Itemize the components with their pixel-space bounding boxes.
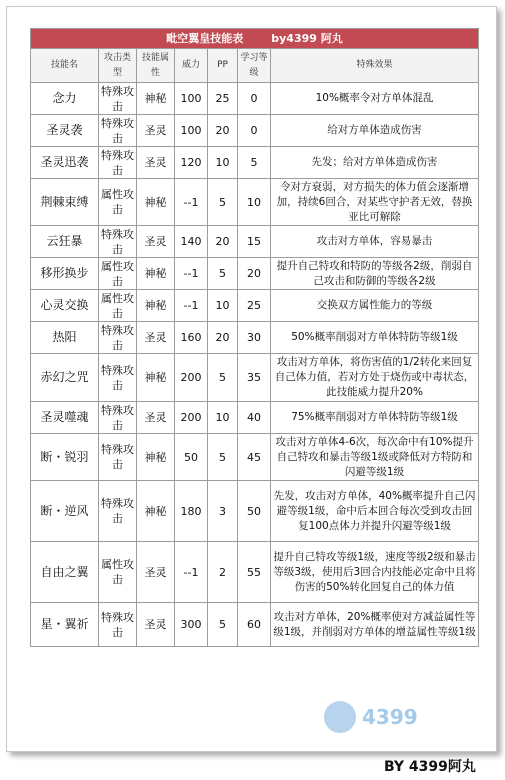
learn-level-cell: 50 [238, 481, 271, 542]
skill-name-cell: 赤幻之咒 [31, 354, 99, 402]
table-row [31, 354, 479, 402]
skill-attr-cell: 圣灵 [137, 115, 175, 147]
attack-type-cell: 特殊攻击 [99, 603, 137, 647]
table-row [31, 603, 479, 647]
skill-attr-cell: 圣灵 [137, 322, 175, 354]
effect-cell: 提升自己特攻等级1级，速度等级2级和暴击等级3级，使用后3回合内技能必定命中且将伤害的50%转化回复自己的体力值 [271, 542, 479, 603]
skill-name-cell: 念力 [31, 83, 99, 115]
pp-cell: 5 [208, 179, 238, 226]
skill-name-cell: 断・逆风 [31, 481, 99, 542]
table-title: 毗空翼皇技能表 [166, 32, 244, 45]
learn-level-cell: 10 [238, 179, 271, 226]
learn-level-cell: 55 [238, 542, 271, 603]
effect-cell: 令对方衰弱，对方损失的体力值会逐渐增加，持续6回合，对某些守护者无效，替换亚比可解除 [271, 179, 479, 226]
learn-level-cell: 40 [238, 402, 271, 434]
table-row [31, 322, 479, 354]
effect-cell: 攻击对方单体，将伤害值的1/2转化来回复自己体力值，若对方处于烧伤或中毒状态，此技能威力提升20% [271, 354, 479, 402]
skill-name-cell: 移形换步 [31, 258, 99, 290]
table-row [31, 481, 479, 542]
skill-name-cell: 星・翼祈 [31, 603, 99, 647]
effect-cell: 攻击对方单体，容易暴击 [271, 226, 479, 258]
skill-attr-cell: 圣灵 [137, 147, 175, 179]
pp-cell: 20 [208, 226, 238, 258]
table-row [31, 290, 479, 322]
power-cell: 180 [175, 481, 208, 542]
learn-level-cell: 60 [238, 603, 271, 647]
pp-cell: 10 [208, 290, 238, 322]
attack-type-cell: 属性攻击 [99, 290, 137, 322]
effect-cell: 攻击对方单体，20%概率使对方减益属性等级1级，并削弱对方单体的增益属性等级1级 [271, 603, 479, 647]
skill-attr-cell: 圣灵 [137, 226, 175, 258]
pp-cell: 20 [208, 115, 238, 147]
power-cell: --1 [175, 258, 208, 290]
table-row [31, 542, 479, 603]
effect-cell: 50%概率削弱对方单体特防等级1级 [271, 322, 479, 354]
skill-name-cell: 断・锐羽 [31, 434, 99, 481]
skill-name-cell: 心灵交换 [31, 290, 99, 322]
attack-type-cell: 属性攻击 [99, 179, 137, 226]
effect-cell: 先发，攻击对方单体，40%概率提升自己闪避等级1级，命中后本回合每次受到攻击回复100点体力并提升闪避等级1级 [271, 481, 479, 542]
pp-cell: 3 [208, 481, 238, 542]
skill-attr-cell: 神秘 [137, 434, 175, 481]
attack-type-cell: 特殊攻击 [99, 83, 137, 115]
skill-name-cell: 荆棘束缚 [31, 179, 99, 226]
skill-attr-cell: 神秘 [137, 481, 175, 542]
table-row [31, 83, 479, 115]
skill-attr-cell: 圣灵 [137, 603, 175, 647]
table-row [31, 434, 479, 481]
skill-attr-cell: 圣灵 [137, 542, 175, 603]
skill-attr-cell: 神秘 [137, 290, 175, 322]
learn-level-cell: 30 [238, 322, 271, 354]
skill-table [30, 28, 479, 647]
pp-cell: 2 [208, 542, 238, 603]
pp-cell: 10 [208, 402, 238, 434]
power-cell: 140 [175, 226, 208, 258]
table-row [31, 402, 479, 434]
attack-type-cell: 特殊攻击 [99, 115, 137, 147]
table-row [31, 226, 479, 258]
power-cell: 200 [175, 402, 208, 434]
power-cell: 100 [175, 115, 208, 147]
effect-cell: 提升自己特攻和特防的等级各2级，削弱自己攻击和防御的等级各2级 [271, 258, 479, 290]
power-cell: --1 [175, 179, 208, 226]
watermark-text: 4399 [362, 705, 418, 729]
table-title-row [31, 29, 479, 49]
effect-cell: 10%概率令对方单体混乱 [271, 83, 479, 115]
skill-attr-cell: 神秘 [137, 258, 175, 290]
attack-type-cell: 属性攻击 [99, 258, 137, 290]
pp-cell: 25 [208, 83, 238, 115]
pp-cell: 5 [208, 603, 238, 647]
skill-attr-cell: 神秘 [137, 179, 175, 226]
header-cell: 技能属性 [137, 49, 175, 83]
pp-cell: 20 [208, 322, 238, 354]
pp-cell: 5 [208, 354, 238, 402]
table-author: by4399 阿丸 [271, 32, 343, 45]
effect-cell: 75%概率削弱对方单体特防等级1级 [271, 402, 479, 434]
skill-name-cell: 自由之翼 [31, 542, 99, 603]
power-cell: 200 [175, 354, 208, 402]
header-cell: 特殊效果 [271, 49, 479, 83]
learn-level-cell: 0 [238, 83, 271, 115]
effect-cell: 交换双方属性能力的等级 [271, 290, 479, 322]
learn-level-cell: 20 [238, 258, 271, 290]
table-row [31, 147, 479, 179]
power-cell: --1 [175, 290, 208, 322]
skill-attr-cell: 圣灵 [137, 402, 175, 434]
attack-type-cell: 特殊攻击 [99, 402, 137, 434]
attack-type-cell: 特殊攻击 [99, 481, 137, 542]
skill-name-cell: 云狂暴 [31, 226, 99, 258]
attack-type-cell: 特殊攻击 [99, 147, 137, 179]
learn-level-cell: 5 [238, 147, 271, 179]
pp-cell: 5 [208, 434, 238, 481]
attack-type-cell: 特殊攻击 [99, 434, 137, 481]
effect-cell: 先发；给对方单体造成伤害 [271, 147, 479, 179]
table-header-row [31, 49, 479, 83]
power-cell: 120 [175, 147, 208, 179]
attack-type-cell: 特殊攻击 [99, 226, 137, 258]
header-cell: 技能名 [31, 49, 99, 83]
effect-cell: 攻击对方单体4-6次，每次命中有10%提升自己特攻和暴击等级1级或降低对方特防和闪避等级1级 [271, 434, 479, 481]
skill-name-cell: 热阳 [31, 322, 99, 354]
skill-name-cell: 圣灵迅袭 [31, 147, 99, 179]
bottom-credit: BY 4399阿丸 [384, 759, 476, 775]
table-row [31, 115, 479, 147]
attack-type-cell: 特殊攻击 [99, 322, 137, 354]
learn-level-cell: 45 [238, 434, 271, 481]
skill-attr-cell: 神秘 [137, 354, 175, 402]
learn-level-cell: 35 [238, 354, 271, 402]
skill-name-cell: 圣灵袭 [31, 115, 99, 147]
attack-type-cell: 特殊攻击 [99, 354, 137, 402]
power-cell: 300 [175, 603, 208, 647]
effect-cell: 给对方单体造成伤害 [271, 115, 479, 147]
pp-cell: 5 [208, 258, 238, 290]
header-cell: 攻击类型 [99, 49, 137, 83]
header-cell: 威力 [175, 49, 208, 83]
power-cell: 100 [175, 83, 208, 115]
header-cell: PP [208, 49, 238, 83]
power-cell: 50 [175, 434, 208, 481]
attack-type-cell: 属性攻击 [99, 542, 137, 603]
learn-level-cell: 15 [238, 226, 271, 258]
header-cell: 学习等级 [238, 49, 271, 83]
skill-attr-cell: 神秘 [137, 83, 175, 115]
learn-level-cell: 0 [238, 115, 271, 147]
learn-level-cell: 25 [238, 290, 271, 322]
power-cell: --1 [175, 542, 208, 603]
skill-name-cell: 圣灵噬魂 [31, 402, 99, 434]
pp-cell: 10 [208, 147, 238, 179]
power-cell: 160 [175, 322, 208, 354]
table-row [31, 258, 479, 290]
table-row [31, 179, 479, 226]
